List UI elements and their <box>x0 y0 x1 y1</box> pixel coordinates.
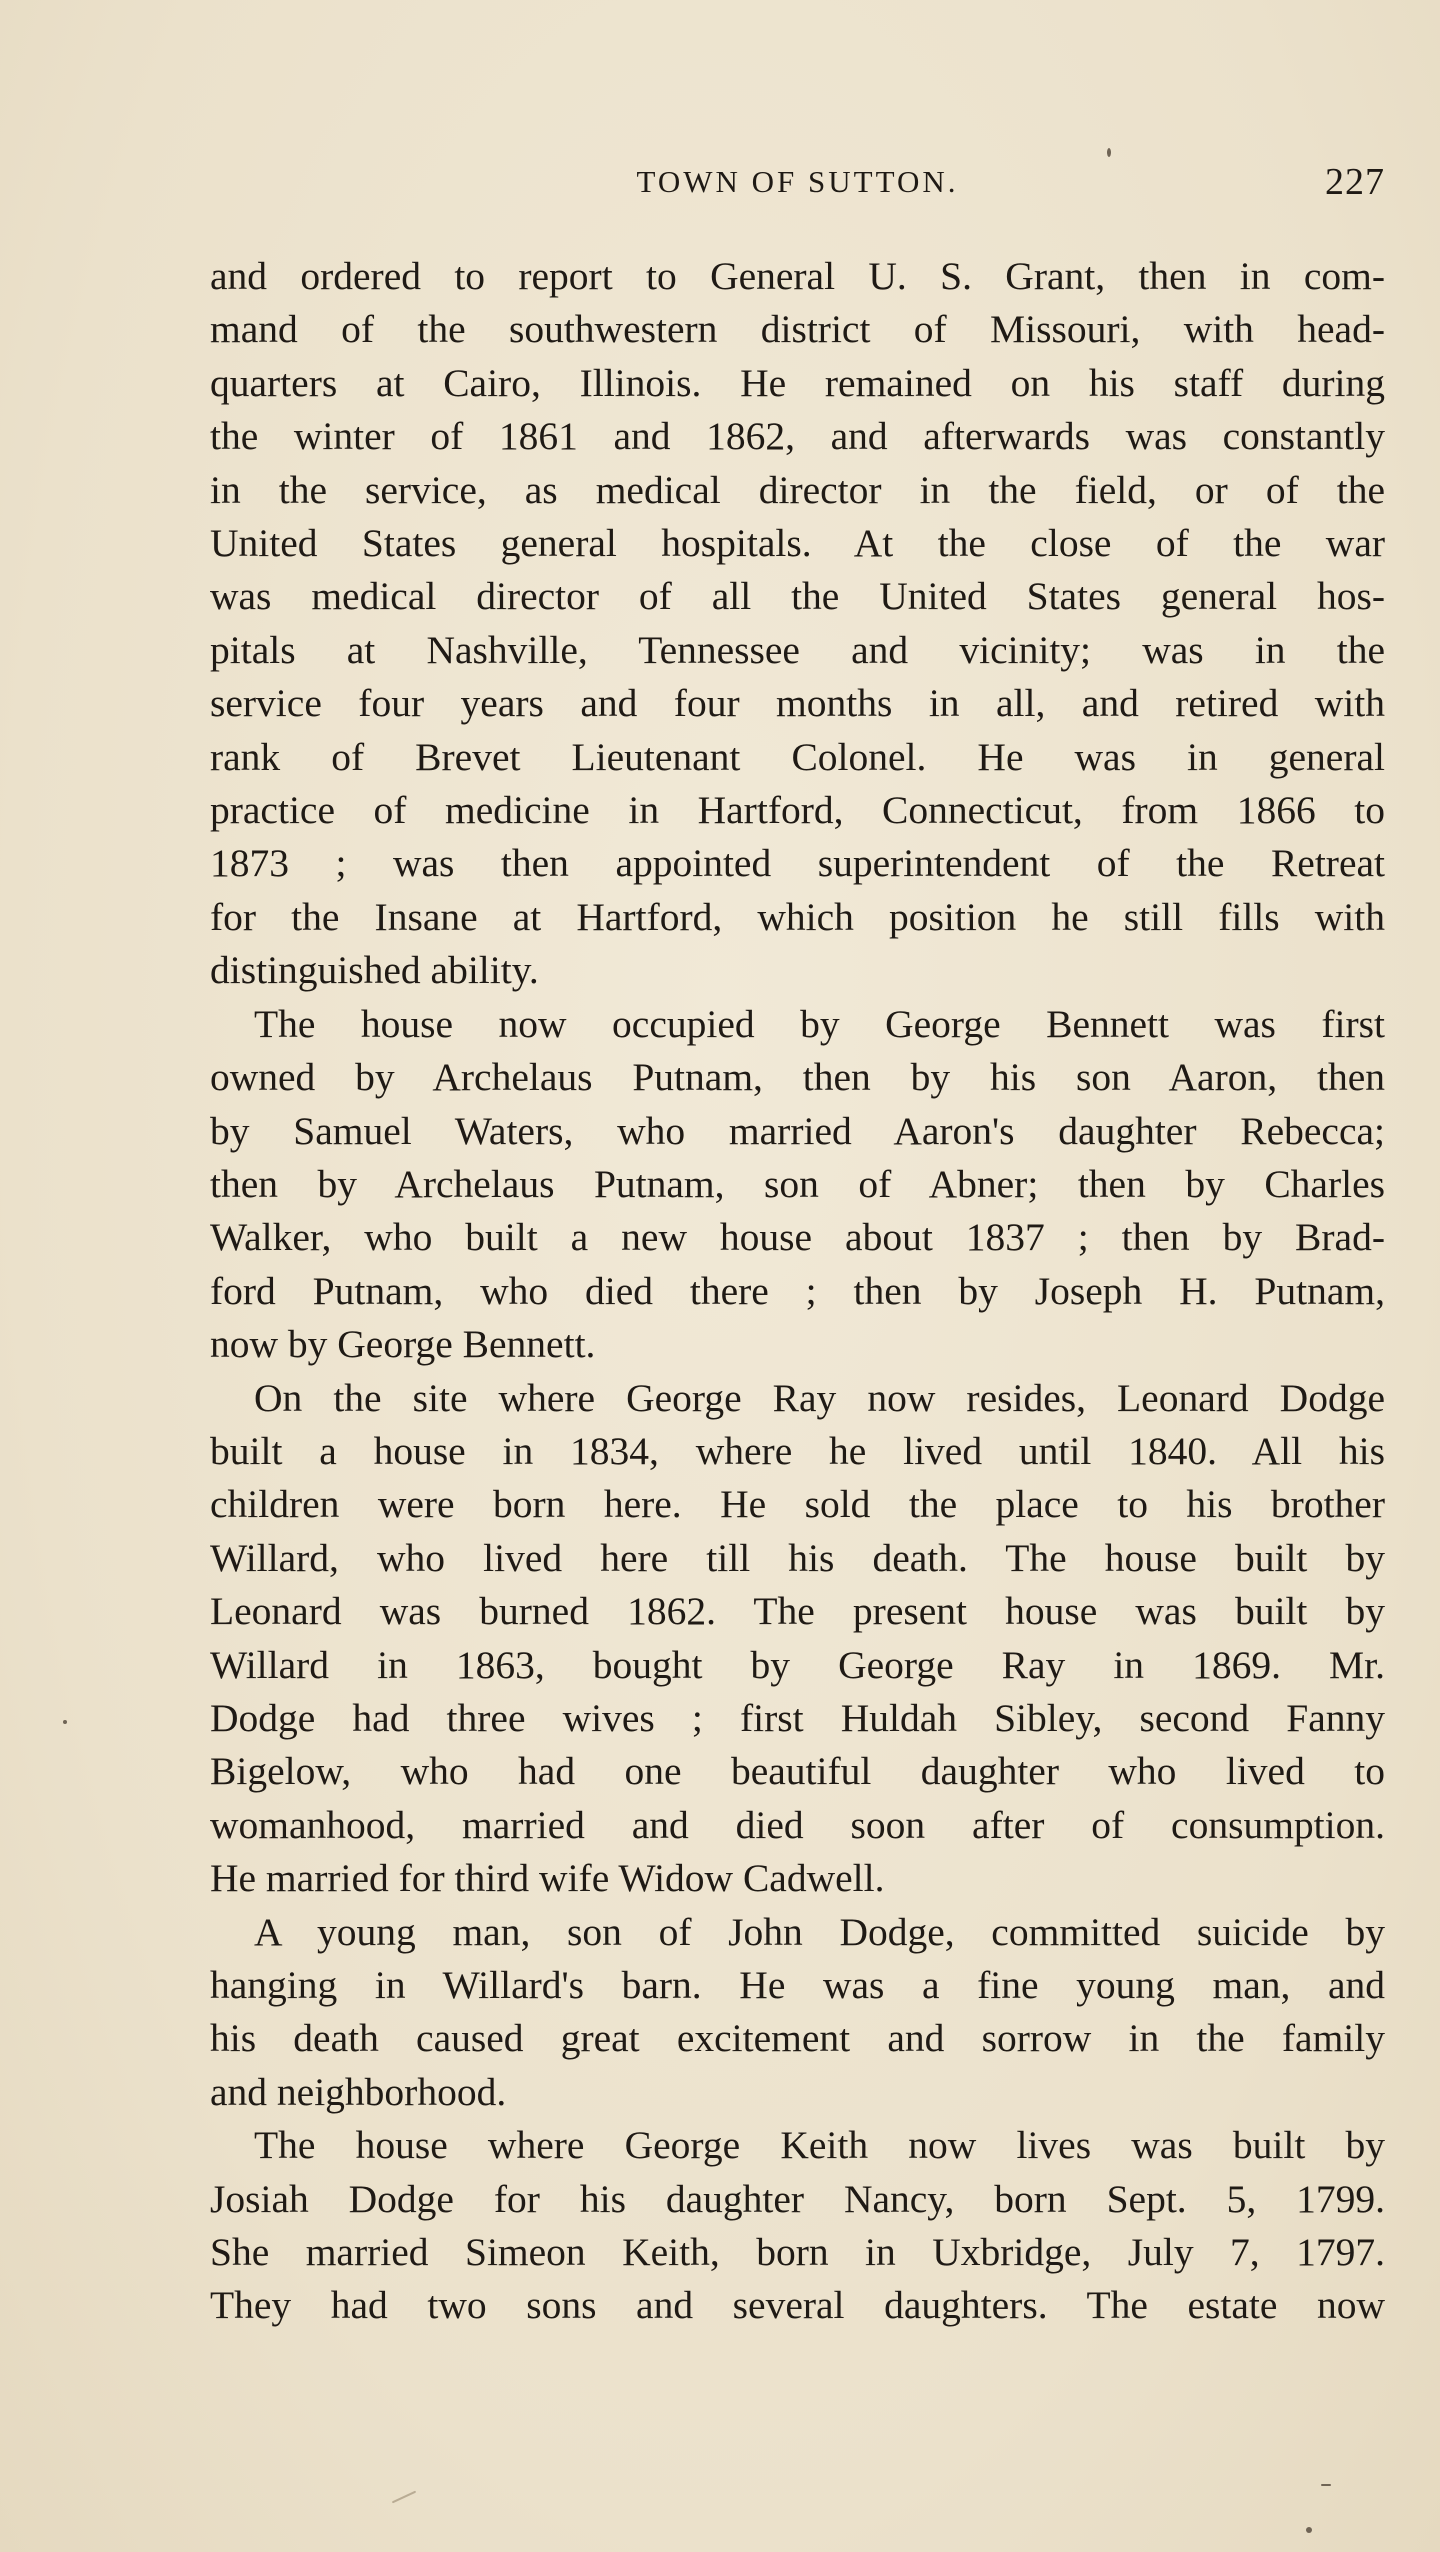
text-line: Dodge had three wives ; first Huldah Sibley, second Fanny <box>210 1695 1385 1740</box>
text-line: mand of the southwestern district of Missouri, with head- <box>210 307 1385 352</box>
text-line: for the Insane at Hartford, which position he still fills with <box>210 894 1385 939</box>
text-line: A young man, son of John Dodge, committed suicide by <box>254 1909 1385 1954</box>
text-line: practice of medicine in Hartford, Connecticut, from 1866 to <box>210 788 1385 833</box>
text-line: built a house in 1834, where he lived until 1840. All his <box>210 1428 1385 1473</box>
text-line: owned by Archelaus Putnam, then by his son Aaron, then <box>210 1055 1385 1100</box>
text-line: then by Archelaus Putnam, son of Abner; then by Charles <box>210 1161 1385 1206</box>
text-line: service four years and four months in all, and retired with <box>210 681 1385 726</box>
text-line: hanging in Willard's barn. He was a fine young man, and <box>210 1963 1385 2007</box>
text-line: distinguished ability. <box>210 948 539 993</box>
body-text <box>210 250 1385 2333</box>
running-head <box>210 160 1385 210</box>
running-title: TOWN OF SUTTON. <box>636 164 959 199</box>
text-line: United States general hospitals. At the close of the war <box>210 521 1385 566</box>
text-line: Walker, who built a new house about 1837 ; then by Brad- <box>210 1215 1385 1260</box>
paper-speck <box>1321 2484 1331 2486</box>
text-line: Leonard was burned 1862. The present house was built by <box>210 1589 1385 1634</box>
text-line: in the service, as medical director in the field, or of the <box>210 467 1385 512</box>
paper-speck <box>1306 2527 1312 2533</box>
paper-speck <box>63 1720 67 1724</box>
paper-speck <box>392 2491 416 2504</box>
text-line: quarters at Cairo, Illinois. He remained on his staff during <box>210 360 1385 405</box>
text-line: by Samuel Waters, who married Aaron's daughter Rebecca; <box>210 1108 1385 1153</box>
text-line: ford Putnam, who died there ; then by Joseph H. Putnam, <box>210 1268 1385 1313</box>
text-line: now by George Bennett. <box>210 1322 596 1367</box>
text-line: She married Simeon Keith, born in Uxbridge, July 7, 1797. <box>210 2230 1385 2275</box>
text-line: They had two sons and several daughters. The estate now <box>210 2283 1385 2328</box>
text-line: Willard, who lived here till his death. The house built by <box>210 1535 1385 1580</box>
paper-speck <box>1107 148 1111 157</box>
text-line: rank of Brevet Lieutenant Colonel. He was in general <box>210 734 1385 779</box>
page-number: 227 <box>1325 161 1385 203</box>
text-line: womanhood, married and died soon after of consumption. <box>210 1802 1385 1847</box>
text-line: The house where George Keith now lives was built by <box>254 2123 1385 2168</box>
text-line: Josiah Dodge for his daughter Nancy, born Sept. 5, 1799. <box>210 2176 1385 2221</box>
text-line: On the site where George Ray now resides, Leonard Dodge <box>254 1375 1385 1420</box>
text-line: and neighborhood. <box>210 2069 507 2114</box>
text-line: 1873 ; was then appointed superintendent of the Retreat <box>210 841 1385 886</box>
text-line: Willard in 1863, bought by George Ray in 1869. Mr. <box>210 1642 1385 1687</box>
text-line: the winter of 1861 and 1862, and afterwards was constantly <box>210 414 1385 459</box>
text-line: was medical director of all the United States general hos- <box>210 574 1385 619</box>
text-line: his death caused great excitement and sorrow in the family <box>210 2016 1385 2061</box>
text-line: children were born here. He sold the place to his brother <box>210 1482 1385 1527</box>
text-line: Bigelow, who had one beautiful daughter who lived to <box>210 1749 1385 1794</box>
text-line: and ordered to report to General U. S. Grant, then in com- <box>210 254 1385 298</box>
text-line: He married for third wife Widow Cadwell. <box>210 1856 885 1901</box>
text-line: The house now occupied by George Bennett was first <box>254 1001 1385 1046</box>
text-line: pitals at Nashville, Tennessee and vicinity; was in the <box>210 627 1385 672</box>
